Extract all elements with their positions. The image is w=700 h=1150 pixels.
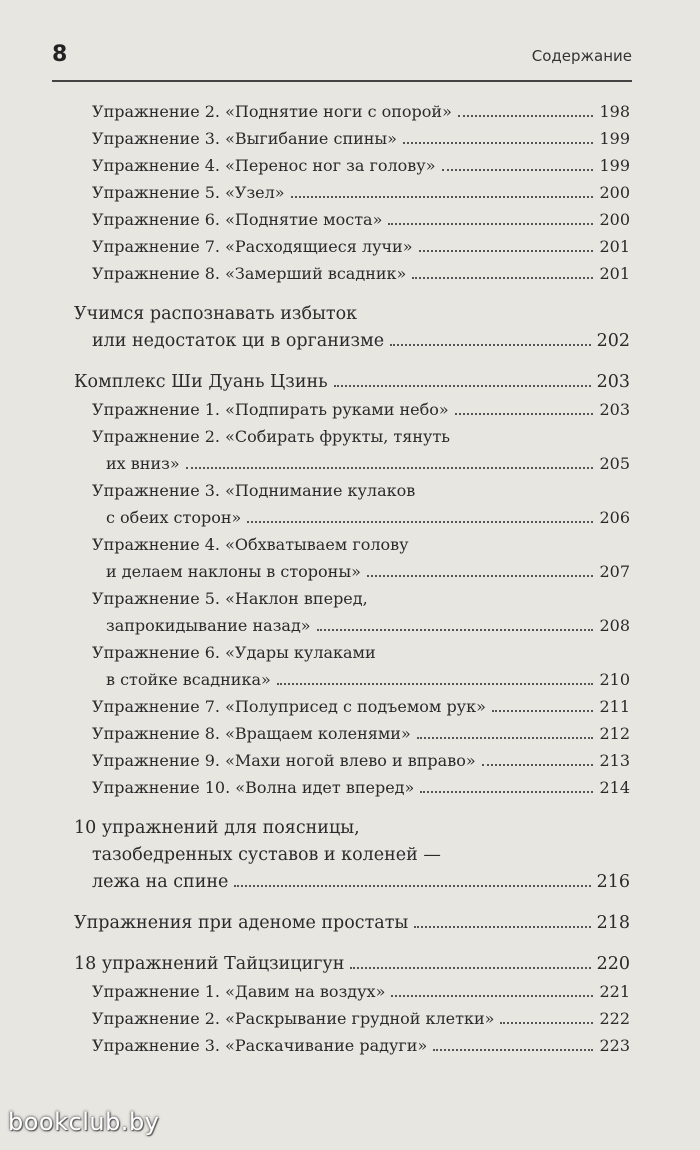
toc-entry-title-line: Упражнение 2. «Собирать фрукты, тянуть [92, 427, 451, 446]
toc-page-number: 207 [599, 562, 630, 581]
dot-leader [500, 1022, 593, 1024]
dot-leader [419, 250, 594, 252]
page-number: 8 [52, 42, 68, 67]
toc-entry-row [74, 328, 630, 355]
dot-leader [458, 115, 594, 117]
toc-entry-row [92, 1032, 630, 1059]
toc-page-number: 201 [599, 237, 630, 256]
dot-leader [417, 737, 594, 739]
toc-exercise-entry[interactable] [74, 152, 630, 179]
toc-section-entry[interactable] [74, 369, 630, 396]
toc-entry-row [92, 233, 630, 260]
toc-exercise-entry[interactable] [74, 260, 630, 287]
toc-entry-title-line: Упражнение 5. «Узел» [92, 183, 285, 202]
toc-exercise-entry[interactable] [74, 585, 630, 639]
toc-entry-row [92, 152, 630, 179]
section-gap [74, 801, 630, 815]
toc-entry-row [92, 1005, 630, 1032]
toc-entry-row [92, 720, 630, 747]
toc-page-number: 210 [599, 670, 630, 689]
toc-section-entry[interactable] [74, 815, 630, 896]
dot-leader [350, 967, 590, 969]
toc-entry-row [74, 869, 630, 896]
toc-entry-row [92, 774, 630, 801]
toc-entry-title-line: Упражнение 10. «Волна идет вперед» [92, 778, 415, 797]
dot-leader [234, 885, 590, 887]
toc-exercise-entry[interactable] [74, 720, 630, 747]
toc-page-number: 208 [599, 616, 630, 635]
toc-page-number: 200 [599, 210, 630, 229]
toc-entry-row [92, 747, 630, 774]
dot-leader [412, 277, 593, 279]
toc-entry-title-line: Упражнение 8. «Замерший всадник» [92, 264, 407, 283]
header-rule [52, 80, 632, 82]
toc-entry-row [92, 612, 630, 639]
toc-entry-title-line: Упражнение 8. «Вращаем коленями» [92, 724, 411, 743]
toc-page-number: 201 [599, 264, 630, 283]
toc-page-number: 213 [599, 751, 630, 770]
toc-section-entry[interactable] [74, 301, 630, 355]
toc-entry-title-line: тазобедренных суставов и коленей — [92, 845, 441, 865]
table-of-contents [74, 98, 630, 1059]
toc-entry-row [92, 260, 630, 287]
toc-entry-title-line: их вниз» [106, 454, 180, 473]
toc-entry-row [74, 951, 630, 978]
toc-entry-title-line: Упражнение 4. «Перенос ног за голову» [92, 156, 436, 175]
toc-exercise-entry[interactable] [74, 179, 630, 206]
toc-exercise-entry[interactable] [74, 206, 630, 233]
dot-leader [433, 1049, 593, 1051]
toc-entry-title-line: Упражнение 1. «Подпирать руками небо» [92, 400, 449, 419]
toc-exercise-entry[interactable] [74, 98, 630, 125]
toc-page-number: 221 [599, 982, 630, 1001]
toc-page-number: 218 [596, 913, 630, 933]
toc-exercise-entry[interactable] [74, 233, 630, 260]
dot-leader [291, 196, 594, 198]
dot-leader [420, 791, 593, 793]
running-head: Содержание [531, 47, 632, 65]
toc-entry-row [92, 396, 630, 423]
toc-page-number: 214 [599, 778, 630, 797]
toc-entry-title-line: Упражнения при аденоме простаты [74, 913, 409, 933]
toc-page-number: 220 [596, 954, 630, 974]
toc-entry-row [92, 666, 630, 693]
toc-entry-row [74, 910, 630, 937]
toc-entry-title-line: Упражнение 9. «Махи ногой влево и вправо» [92, 751, 476, 770]
toc-page-number: 202 [596, 331, 630, 351]
toc-entry-row [92, 179, 630, 206]
toc-entry-title-line: или недостаток ци в организме [92, 331, 385, 351]
toc-entry-title-line: Упражнение 4. «Обхватываем голову [92, 535, 409, 554]
toc-entry-row [92, 978, 630, 1005]
dot-leader [442, 169, 594, 171]
toc-entry-title-line: Упражнение 2. «Раскрывание грудной клетки» [92, 1009, 495, 1028]
section-gap [74, 937, 630, 951]
toc-entry-title-line: Учимся распознавать избыток [74, 304, 358, 324]
toc-exercise-entry[interactable] [74, 477, 630, 531]
toc-exercise-entry[interactable] [74, 531, 630, 585]
toc-page-number: 222 [599, 1009, 630, 1028]
dot-leader [492, 710, 594, 712]
toc-entry-row [92, 558, 630, 585]
toc-entry-title-line: Упражнение 7. «Полуприсед с подъемом рук» [92, 697, 486, 716]
toc-page-number: 199 [599, 156, 630, 175]
toc-exercise-entry[interactable] [74, 1032, 630, 1059]
toc-page-number: 205 [599, 454, 630, 473]
toc-exercise-entry[interactable] [74, 396, 630, 423]
toc-section-entry[interactable] [74, 951, 630, 978]
dot-leader [277, 683, 594, 685]
toc-entry-title-line: Упражнение 2. «Поднятие ноги с опорой» [92, 102, 452, 121]
toc-entry-title-line: 10 упражнений для поясницы, [74, 818, 360, 838]
dot-leader [388, 223, 593, 225]
toc-entry-title-line: Комплекс Ши Дуань Цзинь [74, 372, 328, 392]
dot-leader [455, 413, 594, 415]
dot-leader [482, 764, 594, 766]
toc-page-number: 199 [599, 129, 630, 148]
toc-exercise-entry[interactable] [74, 639, 630, 693]
toc-exercise-entry[interactable] [74, 693, 630, 720]
toc-page-number: 212 [599, 724, 630, 743]
section-gap [74, 287, 630, 301]
toc-section-entry[interactable] [74, 910, 630, 937]
toc-page-number: 216 [596, 872, 630, 892]
toc-entry-row [92, 693, 630, 720]
toc-page-number: 206 [599, 508, 630, 527]
toc-exercise-entry[interactable] [74, 125, 630, 152]
toc-entry-title-line: Упражнение 6. «Удары кулаками [92, 643, 376, 662]
toc-exercise-entry[interactable] [74, 978, 630, 1005]
toc-entry-row [74, 369, 630, 396]
toc-page-number: 203 [599, 400, 630, 419]
dot-leader [247, 521, 593, 523]
toc-exercise-entry[interactable] [74, 774, 630, 801]
toc-exercise-entry[interactable] [74, 747, 630, 774]
toc-entry-title-line: запрокидывание назад» [106, 616, 311, 635]
toc-exercise-entry[interactable] [74, 423, 630, 477]
toc-entry-title-line: Упражнение 6. «Поднятие моста» [92, 210, 383, 229]
toc-entry-title-line: с обеих сторон» [106, 508, 242, 527]
toc-entry-row [92, 504, 630, 531]
section-gap [74, 355, 630, 369]
dot-leader [367, 575, 594, 577]
dot-leader [317, 629, 594, 631]
dot-leader [334, 385, 591, 387]
toc-entry-title-line: и делаем наклоны в стороны» [106, 562, 361, 581]
toc-entry-row [92, 206, 630, 233]
toc-page-number: 200 [599, 183, 630, 202]
toc-entry-row [92, 450, 630, 477]
toc-page-number: 223 [599, 1036, 630, 1055]
toc-entry-title-line: в стойке всадника» [106, 670, 271, 689]
toc-entry-title-line: Упражнение 7. «Расходящиеся лучи» [92, 237, 413, 256]
toc-entry-title-line: Упражнение 3. «Выгибание спины» [92, 129, 397, 148]
dot-leader [414, 926, 590, 928]
toc-page-number: 211 [599, 697, 630, 716]
watermark: bookclub.by [8, 1108, 160, 1136]
dot-leader [403, 142, 594, 144]
toc-entry-title-line: Упражнение 1. «Давим на воздух» [92, 982, 386, 1001]
dot-leader [390, 344, 591, 346]
toc-entry-row [92, 98, 630, 125]
toc-entry-title-line: Упражнение 3. «Раскачивание радуги» [92, 1036, 428, 1055]
toc-page-number: 198 [599, 102, 630, 121]
toc-entry-title-line: Упражнение 5. «Наклон вперед, [92, 589, 368, 608]
dot-leader [391, 995, 593, 997]
toc-entry-title-line: 18 упражнений Тайцзицигун [74, 954, 345, 974]
toc-entry-row [92, 125, 630, 152]
section-gap [74, 896, 630, 910]
toc-entry-title-line: лежа на спине [92, 872, 229, 892]
dot-leader [186, 467, 594, 469]
toc-entry-title-line: Упражнение 3. «Поднимание кулаков [92, 481, 416, 500]
toc-exercise-entry[interactable] [74, 1005, 630, 1032]
toc-page-number: 203 [596, 372, 630, 392]
